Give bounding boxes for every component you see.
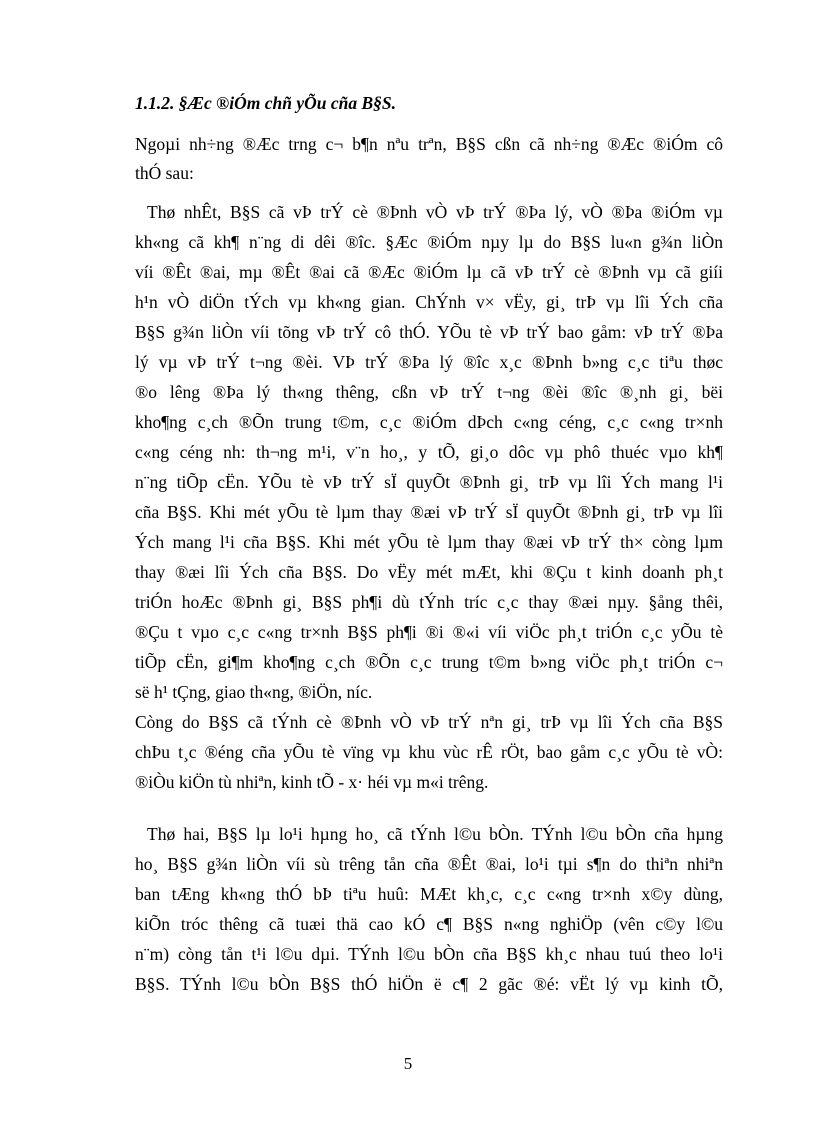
text-line-15: thay ®æi lîi Ých cña B§S. Do vËy mét mÆt, khi ®Çu t kinh doanh ph¸t: [135, 562, 723, 582]
text-line-22: ®iÒu kiÖn tù nhiªn, kinh tÕ - x· héi vµ m«i trêng.: [135, 772, 489, 792]
section-heading: 1.1.2. §Æc ®iÓm chñ yÕu cña B§S.: [135, 93, 396, 113]
text-line-1: Ngoµi nh÷ng ®Æc trng c¬ b¶n nªu trªn, B§S cßn cã nh÷ng ®Æc ®iÓm cô: [135, 134, 723, 154]
text-line-12: n¨ng tiÕp cËn. YÕu tè vÞ trÝ sÏ quyÕt ®Þnh gi¸ trÞ vµ lîi Ých mang l¹i: [135, 472, 723, 492]
text-line-14: Ých mang l¹i cña B§S. Khi mét yÕu tè lµm thay ®æi vÞ trÝ th× còng lµm: [135, 532, 723, 552]
text-line-6: h¹n vÒ diÖn tÝch vµ kh«ng gian. ChÝnh v× vËy, gi¸ trÞ vµ lîi Ých cña: [135, 292, 723, 312]
text-line-21: chÞu t¸c ®éng cña yÕu tè vïng vµ khu vùc rÊ rÖt, bao gåm c¸c yÕu tè vÒ:: [135, 742, 723, 762]
text-line-27: n¨m) còng tån t¹i l©u dµi. TÝnh l©u bÒn cña B§S kh¸c nhau tuú theo lo¹i: [135, 944, 723, 964]
text-line-24: ho¸ B§S g¾n liÒn víi sù trêng tån cña ®Êt ®ai, lo¹i tµi s¶n do thiªn nhiªn: [135, 854, 723, 874]
text-line-28: B§S. TÝnh l©u bÒn B§S thÓ hiÖn ë c¶ 2 gãc ®é: vËt lý vµ kinh tÕ,: [135, 974, 723, 994]
text-line-16: triÓn hoÆc ®Þnh gi¸ B§S ph¶i dù tÝnh tríc c¸c thay ®æi nµy. §ång thêi,: [135, 592, 723, 612]
text-line-20: Còng do B§S cã tÝnh cè ®Þnh vÒ vÞ trÝ nªn gi¸ trÞ vµ lîi Ých cña B§S: [135, 712, 723, 732]
text-line-11: c«ng céng nh: th¬ng m¹i, v¨n ho¸, y tÕ, gi¸o dôc vµ phô thuéc vµo kh¶: [135, 442, 723, 462]
text-line-4: kh«ng cã kh¶ n¨ng di dêi ®îc. §Æc ®iÓm nµy lµ do B§S lu«n g¾n liÒn: [135, 232, 723, 252]
text-line-8: lý vµ vÞ trÝ t¬ng ®èi. VÞ trÝ ®Þa lý ®îc x¸c ®Þnh b»ng c¸c tiªu thøc: [135, 352, 723, 372]
text-line-26: kiÕn tróc thêng cã tuæi thä cao kÓ c¶ B§S n«ng nghiÖp (vên c©y l©u: [135, 914, 723, 934]
text-line-23: Thø hai, B§S lµ lo¹i hµng ho¸ cã tÝnh l©u bÒn. TÝnh l©u bÒn cña hµng: [147, 824, 723, 844]
text-line-13: cña B§S. Khi mét yÕu tè lµm thay ®æi vÞ trÝ sÏ quyÕt ®Þnh gi¸ trÞ vµ lîi: [135, 502, 723, 522]
text-line-7: B§S g¾n liÒn víi tõng vÞ trÝ cô thÓ. YÕu tè vÞ trÝ bao gåm: vÞ trÝ ®Þa: [135, 322, 723, 342]
text-line-2: thÓ sau:: [135, 163, 194, 183]
text-line-18: tiÕp cËn, gi¶m kho¶ng c¸ch ®Õn c¸c trung t©m b»ng viÖc ph¸t triÓn c¬: [135, 652, 723, 672]
text-line-17: ®Çu t vµo c¸c c«ng tr×nh B§S ph¶i ®i ®«i víi viÖc ph¸t triÓn c¸c yÕu tè: [135, 622, 723, 642]
text-line-19: së h¹ tÇng, giao th«ng, ®iÖn, níc.: [135, 682, 373, 702]
text-line-10: kho¶ng c¸ch ®Õn trung t©m, c¸c ®iÓm dÞch c«ng céng, c¸c c«ng tr×nh: [135, 412, 723, 432]
text-line-25: ban tÆng kh«ng thÓ bÞ tiªu huû: MÆt kh¸c, c¸c c«ng tr×nh x©y dùng,: [135, 884, 723, 904]
text-line-9: ®o lêng ®Þa lý th«ng thêng, cßn vÞ trÝ t¬ng ®èi ®îc ®¸nh gi¸ bëi: [135, 382, 723, 402]
text-line-3: Thø nhÊt, B§S cã vÞ trÝ cè ®Þnh vÒ vÞ trÝ ®Þa lý, vÒ ®Þa ®iÓm vµ: [147, 202, 723, 222]
text-line-5: víi ®Êt ®ai, mµ ®Êt ®ai cã ®Æc ®iÓm lµ cã vÞ trÝ cè ®Þnh vµ cã giíi: [135, 262, 723, 282]
page-number: 5: [403, 1054, 413, 1073]
